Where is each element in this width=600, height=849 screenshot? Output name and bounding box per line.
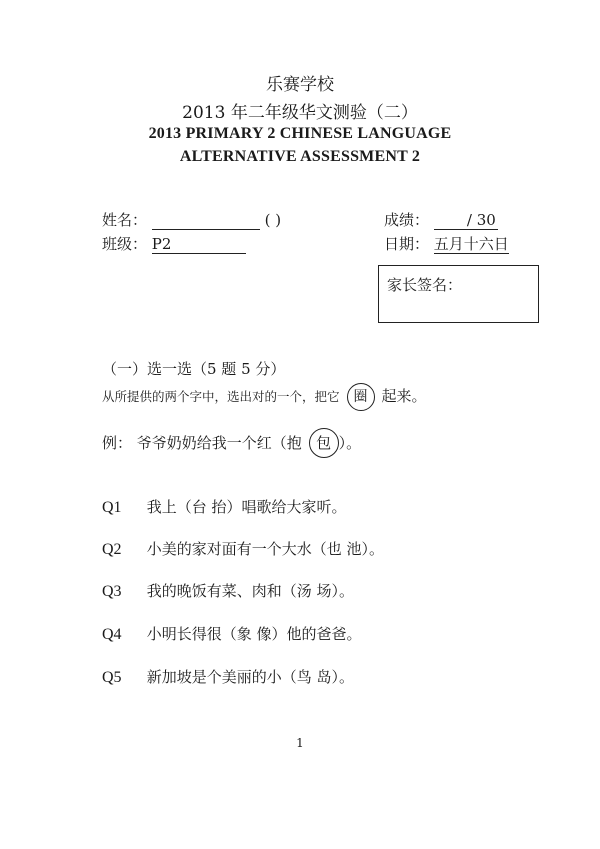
- question-number: Q1: [102, 499, 122, 516]
- exam-title-cn: 2013 年二年级华文测验（二）: [182, 103, 418, 123]
- question-text: 我的晚饭有菜、肉和（汤 场）。: [146, 582, 355, 600]
- parent-signature-label: 家长签名：: [387, 276, 463, 294]
- question-row: [102, 538, 384, 559]
- score-value: / 30: [434, 211, 498, 230]
- page-number: 1: [296, 736, 304, 750]
- score-label: 成绩：: [384, 211, 430, 229]
- question-text: 小明长得很（象 像）他的爸爸。: [146, 625, 362, 643]
- question-number: Q5: [102, 669, 122, 686]
- name-blank[interactable]: [152, 215, 260, 230]
- section-title: （一）选一选（5 题 5 分）: [102, 360, 286, 378]
- score-field-row: [384, 209, 498, 230]
- section-instruction: [102, 383, 427, 411]
- exam-title-en-line1: 2013 PRIMARY 2 CHINESE LANGUAGE: [148, 125, 452, 142]
- example-line: [102, 428, 361, 458]
- class-label: 班级：: [102, 235, 148, 253]
- class-number-paren: ( ): [264, 211, 282, 229]
- question-text: 我上（台 抬）唱歌给大家听。: [146, 498, 347, 516]
- date-field-row: [384, 233, 509, 254]
- instruction-before: 从所提供的两个字中，选出对的一个，把它: [102, 389, 340, 404]
- class-value: P2: [152, 235, 246, 254]
- example-before: 爷爷奶奶给我一个红（抱: [136, 434, 302, 452]
- instruction-circled-char: 圈: [347, 383, 375, 411]
- question-number: Q3: [102, 583, 122, 600]
- question-text: 小美的家对面有一个大水（也 池）。: [146, 540, 385, 558]
- question-text: 新加坡是个美丽的小（鸟 岛）。: [146, 668, 355, 686]
- question-number: Q2: [102, 541, 122, 558]
- example-label: 例：: [102, 434, 133, 452]
- question-row: [102, 623, 362, 644]
- example-circled-char: 包: [309, 428, 339, 458]
- name-field-row: [102, 209, 281, 230]
- question-row: [102, 580, 354, 601]
- example-after: ）。: [338, 434, 362, 452]
- question-number: Q4: [102, 626, 122, 643]
- school-name: 乐赛学校: [266, 75, 334, 95]
- name-label: 姓名：: [102, 211, 148, 229]
- instruction-after: 起来。: [381, 387, 427, 405]
- question-row: [102, 666, 354, 687]
- date-label: 日期：: [384, 235, 430, 253]
- parent-signature-box[interactable]: [378, 265, 539, 323]
- question-row: [102, 496, 347, 517]
- exam-title-en-line2: ALTERNATIVE ASSESSMENT 2: [179, 148, 421, 165]
- date-value: 五月十六日: [433, 235, 509, 253]
- class-field-row: [102, 233, 246, 254]
